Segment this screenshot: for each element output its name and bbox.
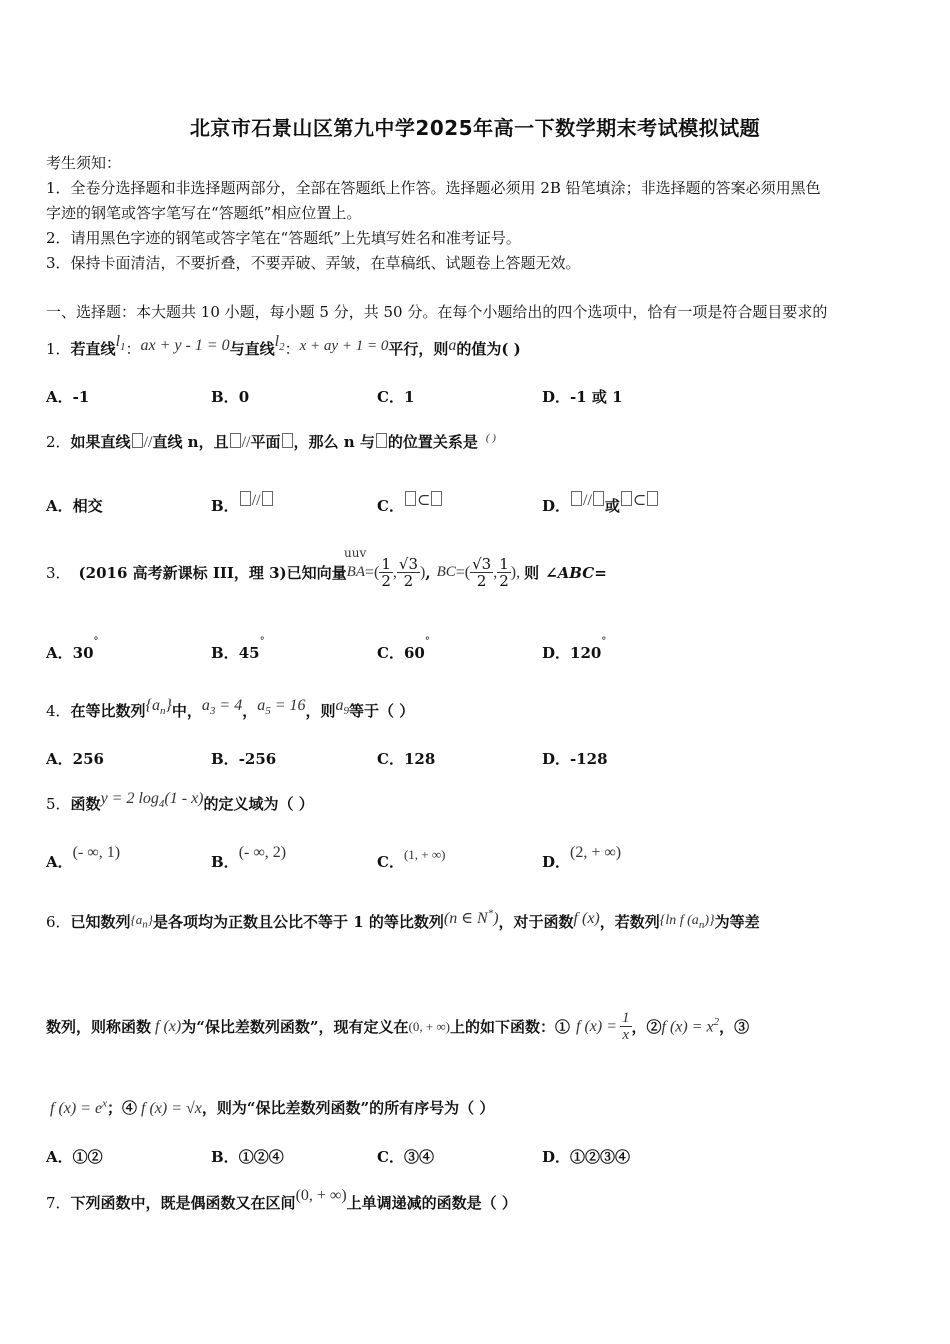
q6-nset xyxy=(443,907,499,927)
q1-l1-letter: l xyxy=(115,333,121,350)
q1-colon-2: ： xyxy=(284,340,300,358)
q6-text-5: 为等差 xyxy=(714,913,760,931)
option-label: B． xyxy=(211,1148,239,1166)
q6-sequence xyxy=(130,912,153,931)
option-label: D． xyxy=(542,497,571,515)
missing-glyph-icon xyxy=(621,491,632,506)
q6-line2-text-1: 数列，则称函数 xyxy=(46,1018,152,1036)
q6-f1-lhs: f (x) = xyxy=(576,1017,618,1035)
q6-number: 6． xyxy=(46,913,71,931)
degree-mark: ° xyxy=(424,636,430,647)
option-label: A． xyxy=(46,853,73,871)
q2-parallel-1: // xyxy=(143,434,153,451)
notice-line-2: 2．请用黑色字迹的钢笔或答字笔在“答题纸”上先填写姓名和准考证号。 xyxy=(46,229,521,247)
option-label: B． xyxy=(211,750,239,768)
option-label: B． xyxy=(211,853,239,871)
q1-l2-letter: l xyxy=(274,333,280,350)
q4-a3-value: = 4 xyxy=(219,697,243,714)
q2-text-3: 平面 xyxy=(250,433,281,451)
q2-text-4: ，那么 n 与 xyxy=(293,433,375,451)
degree-mark: ° xyxy=(601,636,607,647)
q6-f3-text: f (x) = e xyxy=(50,1100,103,1117)
q7-number: 7． xyxy=(46,1194,71,1212)
section-heading: 一、选择题：本大题共 10 小题，每小题 5 分，共 50 分。在每个小题给出的四个选项中，恰有一项是符合题目要求的 xyxy=(46,303,828,321)
q2-text-1: 如果直线 xyxy=(70,433,131,451)
q1-number: 1． xyxy=(46,340,71,358)
option-text: -256 xyxy=(238,750,277,768)
option-text: ①②③④ xyxy=(570,1148,631,1166)
q1-text-2: 与直线 xyxy=(229,340,275,358)
option-text: (- ∞, 2) xyxy=(238,844,287,861)
option-text: 45 xyxy=(238,644,260,662)
q1-option-b[interactable] xyxy=(211,386,249,407)
option-label: D． xyxy=(542,853,571,871)
option-label: B． xyxy=(211,497,239,515)
missing-glyph-icon xyxy=(431,491,442,506)
q1-l1-sub: 1 xyxy=(120,341,126,354)
option-text: -1 xyxy=(72,388,90,406)
q3-bc-y xyxy=(497,556,511,589)
question-3: 3． (2016 高考新课标 III，理 3)已知向量 BA =( $\frac{1}{2}$ , $\frac{√3}{2}$ ) , BC =( $\frac{√3}{2}$ , $\frac{1}{2}$ ), 则 ∠ABC= xyxy=(46,555,607,590)
q2-option-d[interactable] xyxy=(542,492,659,516)
q6-ln-sub: n xyxy=(698,918,705,931)
option-text: 120 xyxy=(570,644,602,662)
frac-den: 2 xyxy=(499,572,509,590)
q4-a3-letter: a xyxy=(201,697,210,714)
q6-ln-close: )} xyxy=(704,913,715,928)
q3-bc-x xyxy=(470,556,493,589)
q6-line2-text-4: ，② xyxy=(631,1018,662,1036)
option-text: -1 或 1 xyxy=(570,388,623,406)
missing-glyph-icon xyxy=(376,433,387,448)
frac-num: 1 xyxy=(381,555,391,573)
frac-num: 1 xyxy=(622,1010,630,1026)
q4-a5 xyxy=(257,697,306,718)
question-6-line-2 xyxy=(46,1010,749,1043)
q1-eq-1: ax + y - 1 = 0 xyxy=(140,337,230,354)
q6-f2 xyxy=(662,1016,720,1036)
q6-text-3: ，对于函数 xyxy=(498,913,574,931)
q2-option-c[interactable] xyxy=(377,492,443,516)
q2-option-d-or: 或 xyxy=(604,497,620,515)
q3-vector-ba: BA xyxy=(346,564,365,580)
q4-a9-letter: a xyxy=(335,697,344,714)
q1-text-4: 的值为( ) xyxy=(456,340,521,358)
q6-text-1: 已知数列 xyxy=(70,913,131,931)
missing-glyph-icon xyxy=(405,491,416,506)
q6-line3-text-2: ，则为“保比差数列函数”的所有序号为（ ） xyxy=(201,1099,495,1117)
frac-num: 1 xyxy=(499,555,509,573)
missing-glyph-icon xyxy=(593,491,604,506)
q6-nset-close: ) xyxy=(493,910,499,927)
q5-option-b[interactable] xyxy=(211,844,287,872)
frac-den: 2 xyxy=(403,572,414,590)
frac-num: √3 xyxy=(398,555,418,573)
page-title: 北京市石景山区第九中学2025年高一下数学期末考试模拟试题 xyxy=(189,116,761,140)
q7-text-2: 上单调递减的函数是（ ） xyxy=(346,1194,517,1212)
q1-text-3: 平行，则 xyxy=(388,340,449,358)
q4-text-4: 等于（ ） xyxy=(349,702,415,720)
question-4: 4．在等比数列$\{a_n\}$中，$a_3 = 4$，$a_5 = 16$，则$a_9$等于（ ） xyxy=(46,697,415,720)
option-label: D． xyxy=(542,388,571,406)
q2-option-d-subset: ⊂ xyxy=(632,492,647,509)
option-text: (2, + ∞) xyxy=(570,844,622,861)
q6-f2-sup: 2 xyxy=(713,1016,720,1029)
frac-den: 2 xyxy=(381,572,391,590)
q4-text-3: ，则 xyxy=(305,702,336,720)
option-label: C． xyxy=(377,750,404,768)
q5-text-1: 函数 xyxy=(70,795,101,813)
option-label: A． xyxy=(46,497,73,515)
option-label: C． xyxy=(377,497,404,515)
frac-num: √3 xyxy=(472,555,492,573)
option-label: A． xyxy=(46,1148,73,1166)
q4-a5-sub: 5 xyxy=(265,705,271,718)
q6-line2-fx: f (x) xyxy=(155,1017,182,1035)
q1-l1 xyxy=(115,333,126,354)
q6-f3 xyxy=(50,1097,107,1117)
question-1 xyxy=(46,333,521,361)
missing-glyph-icon xyxy=(230,433,241,448)
q4-a3 xyxy=(201,697,243,718)
q7-text-1: 下列函数中，既是偶函数又在区间 xyxy=(70,1194,296,1212)
option-text: ⊂ xyxy=(416,492,431,509)
question-5 xyxy=(46,790,314,816)
q3-vector-bc: BC xyxy=(436,564,456,580)
q3-option-c[interactable] xyxy=(377,636,430,663)
q5-option-d[interactable] xyxy=(542,844,622,872)
missing-glyph-icon xyxy=(282,433,293,448)
q4-option-c[interactable] xyxy=(377,748,435,769)
q3-arrow-mark: uuv xyxy=(344,546,367,560)
q6-f2-text: f (x) = x xyxy=(661,1018,714,1036)
option-label: D． xyxy=(542,1148,571,1166)
option-label: C． xyxy=(377,853,404,871)
q6-f4: f (x) = √x xyxy=(141,1100,202,1117)
option-label: B． xyxy=(211,388,239,406)
option-text: (- ∞, 1) xyxy=(72,844,121,861)
notice-line-1b: 字迹的钢笔或答字笔写在“答题纸”相应位置上。 xyxy=(46,204,362,222)
q6-option-a[interactable] xyxy=(46,1146,103,1167)
q2-paren: ( ) xyxy=(485,432,496,444)
option-text: // xyxy=(583,492,592,509)
q1-option-a[interactable] xyxy=(46,386,89,407)
option-text: 128 xyxy=(403,750,436,768)
q6-text-2: 是各项均为正数且公比不等于 1 的等比数列 xyxy=(152,913,444,931)
question-6-line-1 xyxy=(46,907,760,934)
option-text: 0 xyxy=(238,388,250,406)
q4-sequence xyxy=(145,697,172,718)
q1-l2-sub: 2 xyxy=(279,341,285,354)
q6-line2-text-5: ，③ xyxy=(719,1018,750,1036)
q6-fx: f (x) xyxy=(573,910,600,927)
q5-option-c[interactable] xyxy=(377,847,446,872)
q4-seq-close: } xyxy=(165,697,172,714)
frac-den: 2 xyxy=(476,572,487,590)
q1-option-c[interactable] xyxy=(377,386,414,407)
q3-source: (2016 高考新课标 III，理 3)已知向量 xyxy=(78,564,347,582)
q4-seq-sub: n xyxy=(159,705,166,718)
q4-option-a[interactable] xyxy=(46,748,104,769)
option-text: 30 xyxy=(72,644,94,662)
q4-seq-open: {a xyxy=(145,697,160,714)
q6-line2-text-3: 上的如下函数：① xyxy=(450,1018,571,1036)
q4-a9 xyxy=(335,697,350,718)
option-label: C． xyxy=(377,388,404,406)
notice-line-3: 3．保持卡面清洁，不要折叠，不要弄破、弄皱，在草稿纸、试题卷上答题无效。 xyxy=(46,254,581,272)
q6-ln-seq xyxy=(659,913,715,931)
q2-text-2: 直线 n，且 xyxy=(152,433,229,451)
q5-function xyxy=(100,790,204,811)
q6-interval: (0, + ∞) xyxy=(408,1018,450,1034)
q6-seq-close: } xyxy=(147,912,153,927)
option-text: 256 xyxy=(72,750,104,768)
q3-ba-x xyxy=(379,556,393,589)
q2-parallel-2: // xyxy=(241,434,251,451)
q6-option-b[interactable] xyxy=(211,1146,284,1167)
q3-option-a[interactable] xyxy=(46,636,99,663)
q4-option-b[interactable] xyxy=(211,748,276,769)
option-text: ③④ xyxy=(403,1148,434,1166)
q6-text-4: ，若数列 xyxy=(599,913,660,931)
option-label: C． xyxy=(377,1148,404,1166)
notice-line-1a: 1．全卷分选择题和非选择题两部分，全部在答题纸上作答。选择题必须用 2B 铅笔填涂；非选择题的答案必须用黑色 xyxy=(46,179,821,197)
q2-option-a[interactable] xyxy=(46,495,103,516)
q3-number: 3． xyxy=(46,564,71,582)
q3-option-b[interactable] xyxy=(211,636,265,663)
q2-option-b[interactable] xyxy=(211,492,274,516)
question-6-line-3 xyxy=(50,1097,494,1118)
missing-glyph-icon xyxy=(262,491,273,506)
option-text: 1 xyxy=(403,388,415,406)
option-text: -128 xyxy=(570,750,608,768)
missing-glyph-icon xyxy=(647,491,658,506)
option-text: 相交 xyxy=(72,497,103,515)
q3-ba-y xyxy=(397,556,420,589)
q5-func-text: y = 2 log xyxy=(100,790,159,807)
q5-text-2: 的定义域为（ ） xyxy=(203,795,314,813)
q1-text-1: 若直线 xyxy=(70,340,116,358)
q4-a5-letter: a xyxy=(257,697,266,714)
missing-glyph-icon xyxy=(240,491,251,506)
q3-option-d[interactable] xyxy=(542,636,607,663)
question-7 xyxy=(46,1187,517,1213)
q4-a5-value: = 16 xyxy=(274,697,306,714)
q1-colon-1: ： xyxy=(125,340,141,358)
q6-seq-open: {a xyxy=(130,912,143,927)
q4-number: 4． xyxy=(46,702,71,720)
option-text: (1, + ∞) xyxy=(403,847,446,862)
q1-eq-2: x + ay + 1 = 0 xyxy=(299,338,389,354)
q3-tail: 则 xyxy=(524,564,540,582)
q6-nset-open: (n ∈ N xyxy=(443,910,488,927)
q4-option-d[interactable] xyxy=(542,748,608,769)
option-label: A． xyxy=(46,750,73,768)
q4-text-1: 在等比数列 xyxy=(70,702,146,720)
q3-angle: ∠ABC= xyxy=(545,563,607,582)
option-label: D． xyxy=(542,644,571,662)
option-label: D． xyxy=(542,750,571,768)
degree-mark: ° xyxy=(93,636,99,647)
q6-line3-text-1: ；④ xyxy=(107,1099,138,1117)
option-text: ①② xyxy=(72,1148,103,1166)
q4-a3-sub: 3 xyxy=(209,705,216,718)
q1-option-d[interactable] xyxy=(542,386,623,407)
option-label: C． xyxy=(377,644,404,662)
q5-number: 5． xyxy=(46,795,71,813)
q6-option-d[interactable] xyxy=(542,1146,630,1167)
notice-heading: 考生须知： xyxy=(46,154,122,172)
q6-seq-sub: n xyxy=(142,918,148,931)
q1-l2 xyxy=(274,333,285,354)
q6-ln-open: {ln f (a xyxy=(659,913,699,928)
missing-glyph-icon xyxy=(132,433,143,448)
q6-line2-text-2: 为“保比差数列函数”，现有定义在 xyxy=(181,1018,409,1036)
q6-option-c[interactable] xyxy=(377,1146,434,1167)
frac-den: x xyxy=(622,1027,630,1043)
q5-func-base: 4 xyxy=(158,798,165,811)
option-label: A． xyxy=(46,388,73,406)
q4-text-2: 中， xyxy=(171,702,202,720)
q5-func-arg: (1 - x) xyxy=(164,790,204,807)
q6-nset-sup: * xyxy=(487,907,494,920)
option-text: ①②④ xyxy=(238,1148,284,1166)
q6-f3-sup: x xyxy=(102,1097,107,1110)
question-2 xyxy=(46,431,496,452)
missing-glyph-icon xyxy=(571,491,582,506)
q2-text-5: 的位置关系是 xyxy=(387,433,478,451)
q1-var-a: a xyxy=(448,337,457,354)
degree-mark: ° xyxy=(259,636,265,647)
q2-number: 2． xyxy=(46,433,71,451)
q7-interval: (0, + ∞) xyxy=(295,1187,347,1204)
option-label: A． xyxy=(46,644,73,662)
q5-option-a[interactable] xyxy=(46,844,121,872)
q6-f1-frac xyxy=(620,1010,632,1043)
option-text: 60 xyxy=(403,644,425,662)
option-label: B． xyxy=(211,644,239,662)
q4-a9-sub: 9 xyxy=(343,705,350,718)
option-text: // xyxy=(251,492,261,509)
